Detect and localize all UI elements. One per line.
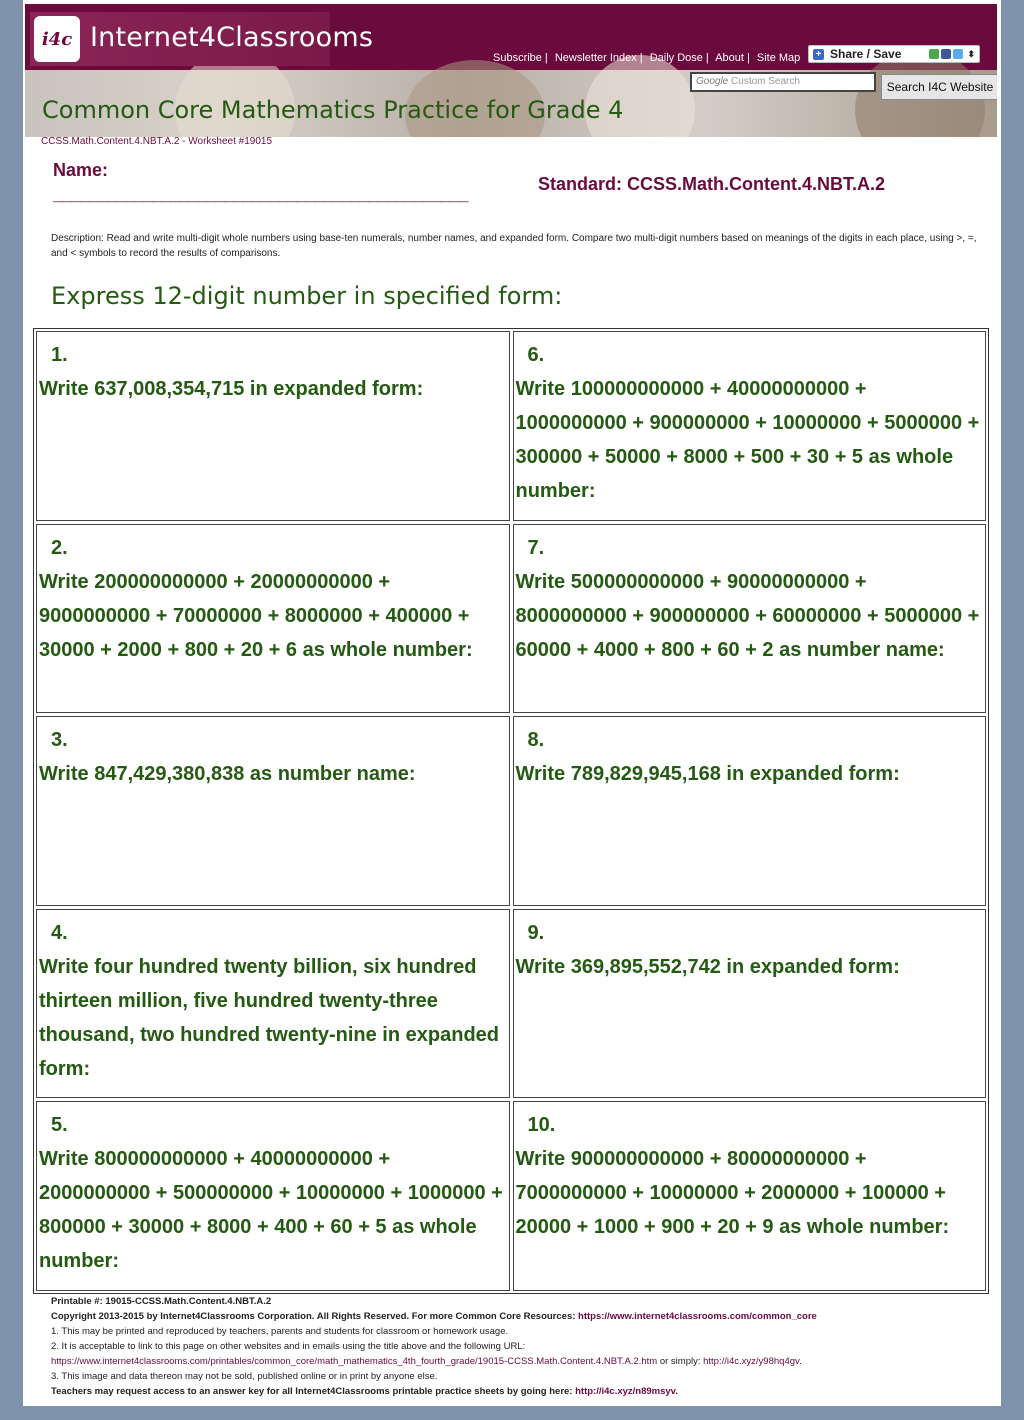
instructions-heading: Express 12-digit number in specified form: <box>51 282 563 310</box>
google-brand: Google <box>696 76 729 87</box>
problem-number: 2. <box>51 536 68 559</box>
site-logo[interactable] <box>30 12 374 66</box>
problem-text: Write 100000000000 + 40000000000 + 1000000000 + 900000000 + 10000000 + 5000000 + 300000 + 50000 + 8000 + 500 + 30 + 5 as whole number: <box>515 378 980 502</box>
usage-note-2: 2. It is acceptable to link to this page on other websites and in emails using the title above and the following URL: <box>51 1341 526 1352</box>
worksheet-breadcrumb: CCSS.Math.Content.4.NBT.A.2 - Worksheet #19015 <box>41 136 273 147</box>
problem-number: 5. <box>51 1114 68 1137</box>
problem-number: 8. <box>527 729 545 752</box>
problem-text: Write 200000000000 + 20000000000 + 9000000000 + 70000000 + 8000000 + 400000 + 30000 + 2000 + 800 + 20 + 6 as whole number: <box>39 570 473 661</box>
problem-text: Write 789,829,945,168 in expanded form: <box>515 763 900 786</box>
usage-note-1: 1. This may be printed and reproduced by teachers, parents and students for classroom or homework usage. <box>51 1326 509 1337</box>
share-save-button[interactable] <box>808 45 980 63</box>
problem-number: 1. <box>51 344 68 366</box>
page-title: Common Core Mathematics Practice for Grade 4 <box>42 96 624 124</box>
problem-number: 3. <box>51 729 68 752</box>
share-label: Share / Save <box>830 47 902 61</box>
plus-icon: + <box>813 49 824 60</box>
answer-key-text: Teachers may request access to an answer key for all Internet4Classrooms printable practice sheets by going here: <box>51 1386 573 1397</box>
nav-subscribe[interactable]: Subscribe <box>493 52 542 64</box>
problem-number: 9. <box>527 921 545 944</box>
problem-text: Write 900000000000 + 80000000000 + 7000000000 + 10000000 + 2000000 + 100000 + 20000 + 1000 + 900 + 20 + 9 as whole number: <box>515 1148 950 1239</box>
problem-cell <box>36 331 510 521</box>
answer-key-line: Teachers may request access to an answer key for all Internet4Classrooms printable practice sheets by going here: http://i4c.xyz/n89msyv. <box>51 1386 678 1397</box>
standard-label: Standard: CCSS.Math.Content.4.NBT.A.2 <box>538 174 886 194</box>
top-navigation: Subscribe | Newsletter Index | Daily Dose | About | Site Map <box>493 52 801 64</box>
facebook-icon <box>941 49 951 59</box>
search-button[interactable]: Search I4C Website <box>881 74 997 100</box>
problem-number: 10. <box>527 1114 556 1137</box>
problem-cell <box>513 716 987 906</box>
answer-key-link[interactable]: http://i4c.xyz/n89msyv <box>575 1386 676 1397</box>
problem-cell <box>513 909 987 1099</box>
search-placeholder: Custom Search <box>731 76 800 87</box>
problem-number: 7. <box>527 536 545 559</box>
problem-number: 6. <box>527 344 545 366</box>
problem-number: 4. <box>51 921 68 944</box>
copyright-text: Copyright 2013-2015 by Internet4Classrooms Corporation. All Rights Reserved. For more Common Core Resources: <box>51 1311 576 1322</box>
problems-table <box>33 328 989 1294</box>
problem-cell <box>513 1101 987 1291</box>
problem-cell <box>513 524 987 714</box>
problem-cell <box>513 331 987 521</box>
name-blank-line: ______________________________________________ <box>53 184 468 204</box>
logo-text: Internet4Classrooms <box>90 22 374 53</box>
problem-text: Write 369,895,552,742 in expanded form: <box>515 955 900 978</box>
common-core-link[interactable]: https://www.internet4classrooms.com/common_core <box>578 1311 817 1322</box>
problem-cell <box>36 524 510 714</box>
short-url-link[interactable]: http://i4c.xyz/y98hq4gv <box>703 1356 800 1367</box>
problem-cell <box>36 716 510 906</box>
nav-newsletter-index[interactable]: Newsletter Index <box>554 52 637 64</box>
footer <box>51 1294 991 1399</box>
search-input[interactable] <box>690 72 876 92</box>
nav-site-map[interactable]: Site Map <box>756 52 801 64</box>
problem-text: Write 847,429,380,838 as number name: <box>39 763 416 786</box>
twitter-icon <box>953 49 963 59</box>
description-text: Description: Read and write multi-digit whole numbers using base-ten numerals, number names, and expanded form. Compare two multi-digit numbers based on meanings of the digits in each place, using >, =, and < symbols to record the results of comparisons. <box>51 233 977 259</box>
email-share-icon <box>929 49 939 59</box>
problem-text: Write 800000000000 + 40000000000 + 2000000000 + 500000000 + 10000000 + 1000000 + 800000 + 30000 + 8000 + 400 + 60 + 5 as whole number: <box>39 1148 503 1273</box>
problem-cell <box>36 1101 510 1291</box>
nav-daily-dose[interactable]: Daily Dose <box>649 52 703 64</box>
problem-text: Write four hundred twenty billion, six hundred thirteen million, five hundred twenty-three thousand, two hundred twenty-nine in expanded form: <box>39 955 499 1080</box>
usage-note-2-urls: https://www.internet4classrooms.com/printables/common_core/math_mathematics_4th_fourth_grade/19015-CCSS.Math.Content.4.NBT.A.2.htm or simply: http://i4c.xyz/y98hq4gv. <box>51 1356 802 1367</box>
logo-badge <box>34 16 80 62</box>
problem-cell <box>36 909 510 1099</box>
copyright-line <box>51 1309 991 1324</box>
problem-text: Write 500000000000 + 90000000000 + 8000000000 + 900000000 + 60000000 + 5000000 + 60000 + 4000 + 800 + 60 + 2 as number name: <box>515 570 980 661</box>
site-header <box>25 4 997 137</box>
chevron-updown-icon: ⬍ <box>967 48 975 59</box>
problem-text: Write 637,008,354,715 in expanded form: <box>39 378 424 400</box>
usage-note-3: 3. This image and data thereon may not be sold, published online or in print by anyone else. <box>51 1371 438 1382</box>
nav-about[interactable]: About <box>715 52 744 64</box>
printable-number: Printable #: 19015-CCSS.Math.Content.4.NBT.A.2 <box>51 1296 272 1307</box>
page <box>23 0 1001 1406</box>
name-label: Name: <box>53 160 109 180</box>
or-simply-text: or simply: <box>659 1356 701 1367</box>
logo-badge-text: i4c <box>41 28 73 50</box>
worksheet-url-link[interactable]: https://www.internet4classrooms.com/printables/common_core/math_mathematics_4th_fourth_grade/19015-CCSS.Math.Content.4.NBT.A.2.htm <box>51 1356 658 1367</box>
